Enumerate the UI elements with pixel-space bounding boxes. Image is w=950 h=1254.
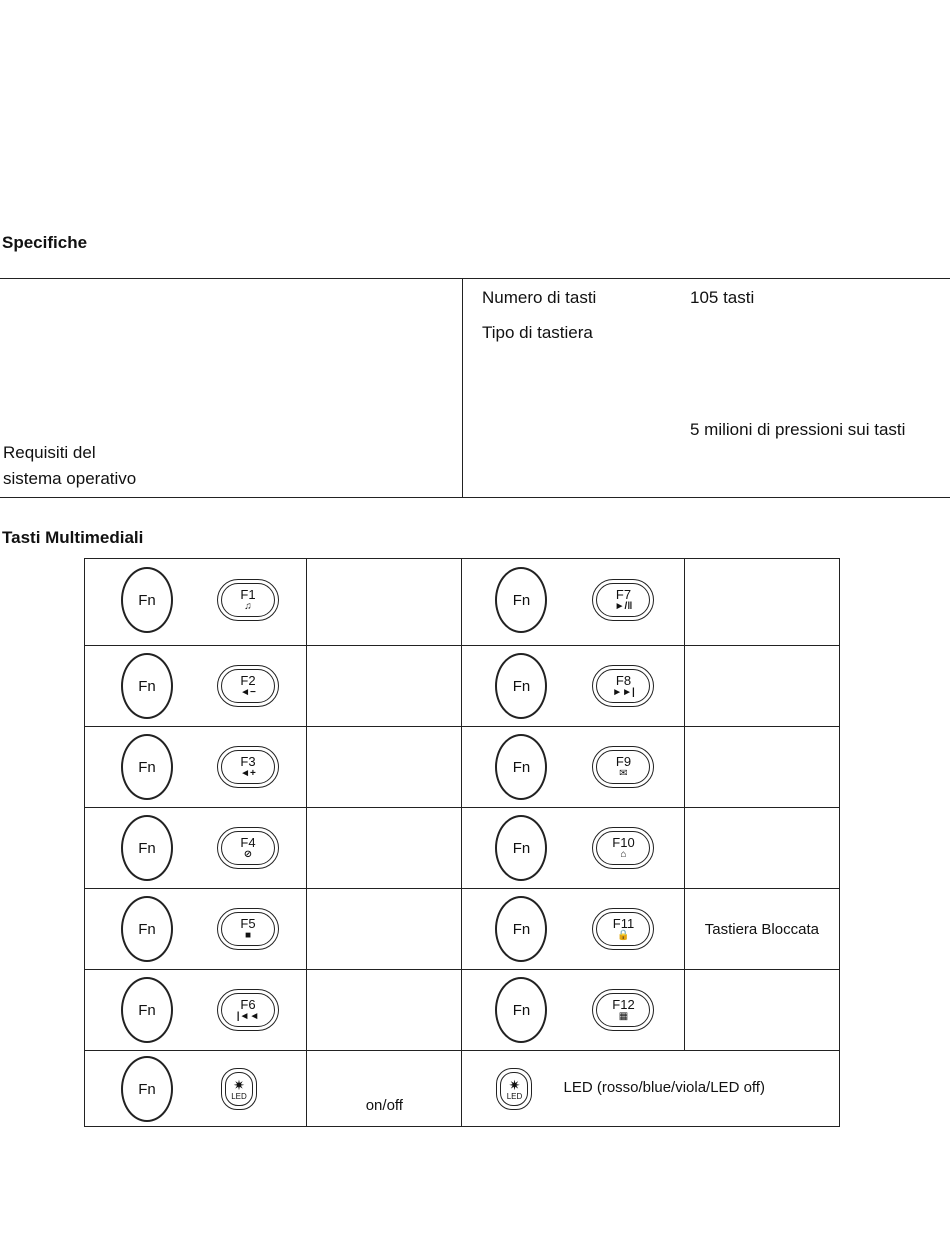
fn-key: Fn xyxy=(495,896,547,962)
f2-key: F2 ◄− xyxy=(217,665,279,707)
os-requirements-line-1: Requisiti del xyxy=(3,443,96,462)
spec-durability-value: 5 milioni di pressioni sui tasti xyxy=(690,420,906,439)
home-icon: ⌂ xyxy=(620,849,627,860)
table-row xyxy=(85,646,840,727)
key-description-cell xyxy=(307,970,462,1051)
led-color-cell xyxy=(462,1051,840,1127)
fn-key: Fn xyxy=(121,734,173,800)
key-description-cell xyxy=(307,808,462,889)
multimedia-title: Tasti Multimediali xyxy=(2,528,144,547)
key-combo-cell xyxy=(85,1051,307,1127)
key-combo-cell xyxy=(85,559,307,646)
key-description-cell xyxy=(684,808,839,889)
specs-bottom-rule xyxy=(0,497,950,498)
volume-down-icon: ◄− xyxy=(240,687,256,698)
specs-title: Specifiche xyxy=(2,233,88,252)
key-combo-cell xyxy=(85,808,307,889)
key-combo-cell xyxy=(85,727,307,808)
spec-keyboard-type-label: Tipo di tastiera xyxy=(482,323,593,342)
f9-key: F9 ✉ xyxy=(592,746,654,788)
table-row xyxy=(85,559,840,646)
fn-key: Fn xyxy=(121,567,173,633)
fn-key: Fn xyxy=(121,815,173,881)
volume-up-icon: ◄+ xyxy=(240,768,256,779)
key-description-cell xyxy=(684,727,839,808)
fn-key: Fn xyxy=(495,734,547,800)
f8-key: F8 ►►| xyxy=(592,665,654,707)
table-row xyxy=(85,889,840,970)
key-description-cell xyxy=(307,727,462,808)
key-combo-cell xyxy=(462,727,684,808)
fn-key: Fn xyxy=(495,567,547,633)
keyboard-lock-description: Tastiera Bloccata xyxy=(684,889,839,970)
spec-key-count-value: 105 tasti xyxy=(690,288,755,307)
spec-key-count-label: Numero di tasti xyxy=(482,288,597,307)
specs-top-rule xyxy=(0,278,950,279)
fn-key: Fn xyxy=(495,977,547,1043)
music-note-icon: ♫ xyxy=(244,601,252,612)
key-description-cell xyxy=(684,970,839,1051)
f5-key: F5 ■ xyxy=(217,908,279,950)
os-requirements-label xyxy=(3,440,136,492)
fn-key: Fn xyxy=(495,653,547,719)
f10-key: F10 ⌂ xyxy=(592,827,654,869)
key-combo-cell xyxy=(462,559,684,646)
fn-key: Fn xyxy=(495,815,547,881)
key-combo-cell xyxy=(85,646,307,727)
led-key: ✷ LED xyxy=(221,1068,257,1110)
f4-key: F4 ⊘ xyxy=(217,827,279,869)
key-combo-cell xyxy=(85,889,307,970)
key-combo-cell xyxy=(462,808,684,889)
f1-key: F1 ♫ xyxy=(217,579,279,621)
mail-icon: ✉ xyxy=(619,768,628,779)
os-requirements-line-2: sistema operativo xyxy=(3,469,137,488)
key-description-cell xyxy=(684,559,839,646)
led-sun-icon: ✷ xyxy=(508,1076,521,1093)
play-pause-icon: ►/ǁ xyxy=(614,601,633,612)
f7-key: F7 ►/ǁ xyxy=(592,579,654,621)
specs-column-divider xyxy=(462,278,463,498)
table-row xyxy=(85,727,840,808)
key-description-cell xyxy=(307,646,462,727)
led-onoff-description: on/off xyxy=(307,1051,462,1127)
fn-key: Fn xyxy=(121,977,173,1043)
f3-key: F3 ◄+ xyxy=(217,746,279,788)
calculator-icon: ▦ xyxy=(618,1011,629,1022)
key-description-cell xyxy=(684,646,839,727)
key-description-cell xyxy=(307,559,462,646)
table-row xyxy=(85,808,840,889)
lock-icon: 🔒 xyxy=(617,930,630,941)
f6-key: F6 |◄◄ xyxy=(217,989,279,1031)
fn-key: Fn xyxy=(121,653,173,719)
led-key: ✷ LED xyxy=(496,1068,532,1110)
table-row xyxy=(85,970,840,1051)
key-combo-cell xyxy=(462,889,684,970)
f11-key: F11 🔒 xyxy=(592,908,654,950)
led-color-description: LED (rosso/blue/viola/LED off) xyxy=(563,1079,765,1096)
key-description-cell xyxy=(307,889,462,970)
mute-icon: ⊘ xyxy=(243,849,253,860)
fn-key: Fn xyxy=(121,1056,173,1122)
key-combo-cell xyxy=(462,646,684,727)
previous-track-icon: |◄◄ xyxy=(236,1011,260,1022)
led-sun-icon: ✷ xyxy=(233,1076,245,1093)
key-combo-cell xyxy=(85,970,307,1051)
multimedia-keys-table xyxy=(84,558,840,1127)
f12-key: F12 ▦ xyxy=(592,989,654,1031)
key-combo-cell xyxy=(462,970,684,1051)
fn-key: Fn xyxy=(121,896,173,962)
stop-icon: ■ xyxy=(244,930,252,941)
next-track-icon: ►►| xyxy=(612,687,635,698)
table-row xyxy=(85,1051,840,1127)
